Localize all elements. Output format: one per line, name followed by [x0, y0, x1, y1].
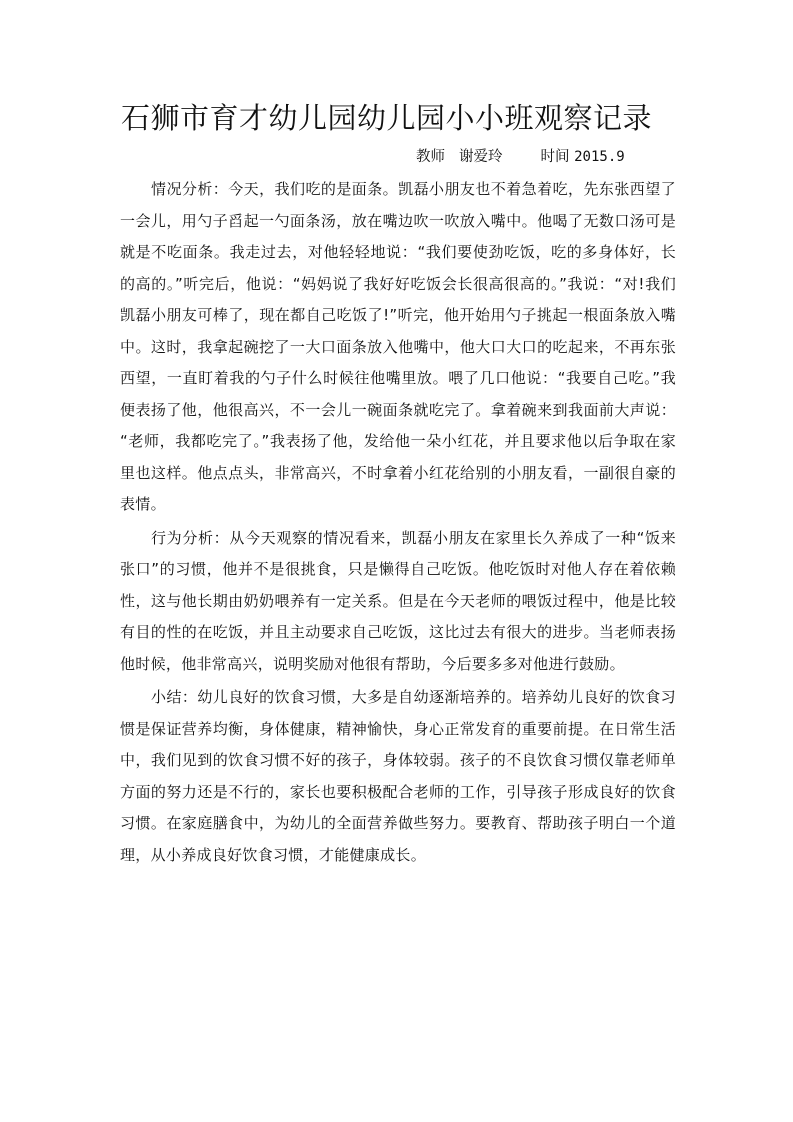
document-title: 石狮市育才幼儿园幼儿园小小班观察记录 [121, 101, 653, 135]
paragraph-behavior-analysis: 行为分析：从今天观察的情况看来，凯磊小朋友在家里长久养成了一种“饭来张口”的习惯，他并不是很挑食，只是懒得自己吃饭。他吃饭时对他人存在着依赖性，这与他长期由奶奶喂养有一定关系。但是在今天老师的喂饭过程中，他是比较有目的性的在吃饭，并且主动要求自己吃饭，这比过去有很大的进步。当老师表扬他时候，他非常高兴，说明奖励对他很有帮助，今后要多多对他进行鼓励。 [120, 528, 676, 673]
author-date-line [416, 146, 625, 168]
time-value: 2015.9 [574, 149, 625, 165]
teacher-name: 谢爱玲 [459, 149, 503, 165]
paragraph-summary: 小结：幼儿良好的饮食习惯，大多是自幼逐渐培养的。培养幼儿良好的饮食习惯是保证营养均衡，身体健康，精神愉快，身心正常发育的重要前提。在日常生活中，我们见到的饮食习惯不好的孩子，身体较弱。孩子的不良饮食习惯仅靠老师单方面的努力还是不行的，家长也要积极配合老师的工作，引导孩子形成良好的饮食习惯。在家庭膳食中，为幼儿的全面营养做些努力。要教育、帮助孩子明白一个道理，从小养成良好饮食习惯，才能健康成长。 [120, 688, 676, 864]
teacher-label: 教师 [416, 149, 445, 165]
time-label: 时间 [540, 149, 570, 165]
paragraph-situation-analysis: 情况分析：今天，我们吃的是面条。凯磊小朋友也不着急着吃，先东张西望了一会儿，用勺子舀起一勺面条汤，放在嘴边吹一吹放入嘴中。他喝了无数口汤可是就是不吃面条。我走过去，对他轻轻地说：“我们要使劲吃饭，吃的多身体好，长的高的。”听完后，他说：“妈妈说了我好好吃饭会长很高很高的。”我说：“对!我们凯磊小朋友可棒了，现在都自己吃饭了!”听完，他开始用勺子挑起一根面条放入嘴中。这时，我拿起碗挖了一大口面条放入他嘴中，他大口大口的吃起来，不再东张西望，一直盯着我的勺子什么时候往他嘴里放。喂了几口他说：“我要自己吃。”我便表扬了他，他很高兴，不一会儿一碗面条就吃完了。拿着碗来到我面前大声说： “老师，我都吃完了。”我表扬了他，发给他一朵小红花，并且要求他以后争取在家里也这样。他点点头，非常高兴，不时拿着小红花给别的小朋友看，一副很自豪的表情。 [120, 180, 676, 513]
document-body [120, 174, 676, 873]
